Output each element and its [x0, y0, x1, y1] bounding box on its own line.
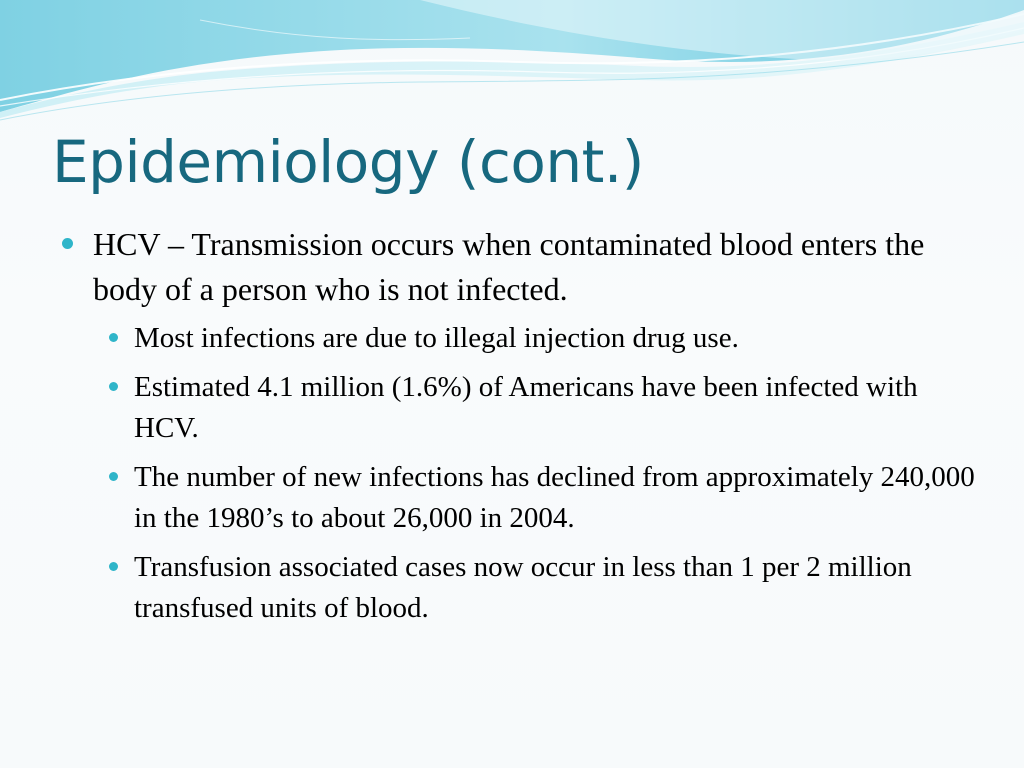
- bullet-text: HCV – Transmission occurs when contaminated blood enters the body of a person who is not infected.: [93, 226, 925, 307]
- list-item: [62, 222, 982, 629]
- bullet-dot-icon: [109, 382, 118, 391]
- bullet-text: Transfusion associated cases now occur in less than 1 per 2 million transfused units of blood.: [134, 551, 912, 624]
- bullet-text: The number of new infections has declined from approximately 240,000 in the 1980’s to about 26,000 in 2004.: [134, 461, 975, 534]
- sub-bullet-list: [107, 318, 982, 629]
- slide-title: Epidemiology (cont.): [52, 128, 644, 196]
- wave-banner-icon: [0, 0, 1024, 130]
- slide-body: [62, 222, 982, 637]
- bullet-dot-icon: [109, 562, 118, 571]
- list-item: [107, 547, 982, 629]
- list-item: [107, 318, 982, 359]
- bullet-dot-icon: [62, 238, 73, 249]
- bullet-text: Most infections are due to illegal injection drug use.: [134, 322, 739, 354]
- bullet-text: Estimated 4.1 million (1.6%) of Americans have been infected with HCV.: [134, 371, 918, 444]
- list-item: [107, 457, 982, 539]
- bullet-dot-icon: [109, 333, 118, 342]
- bullet-list: [62, 222, 982, 629]
- list-item: [107, 367, 982, 449]
- bullet-dot-icon: [109, 472, 118, 481]
